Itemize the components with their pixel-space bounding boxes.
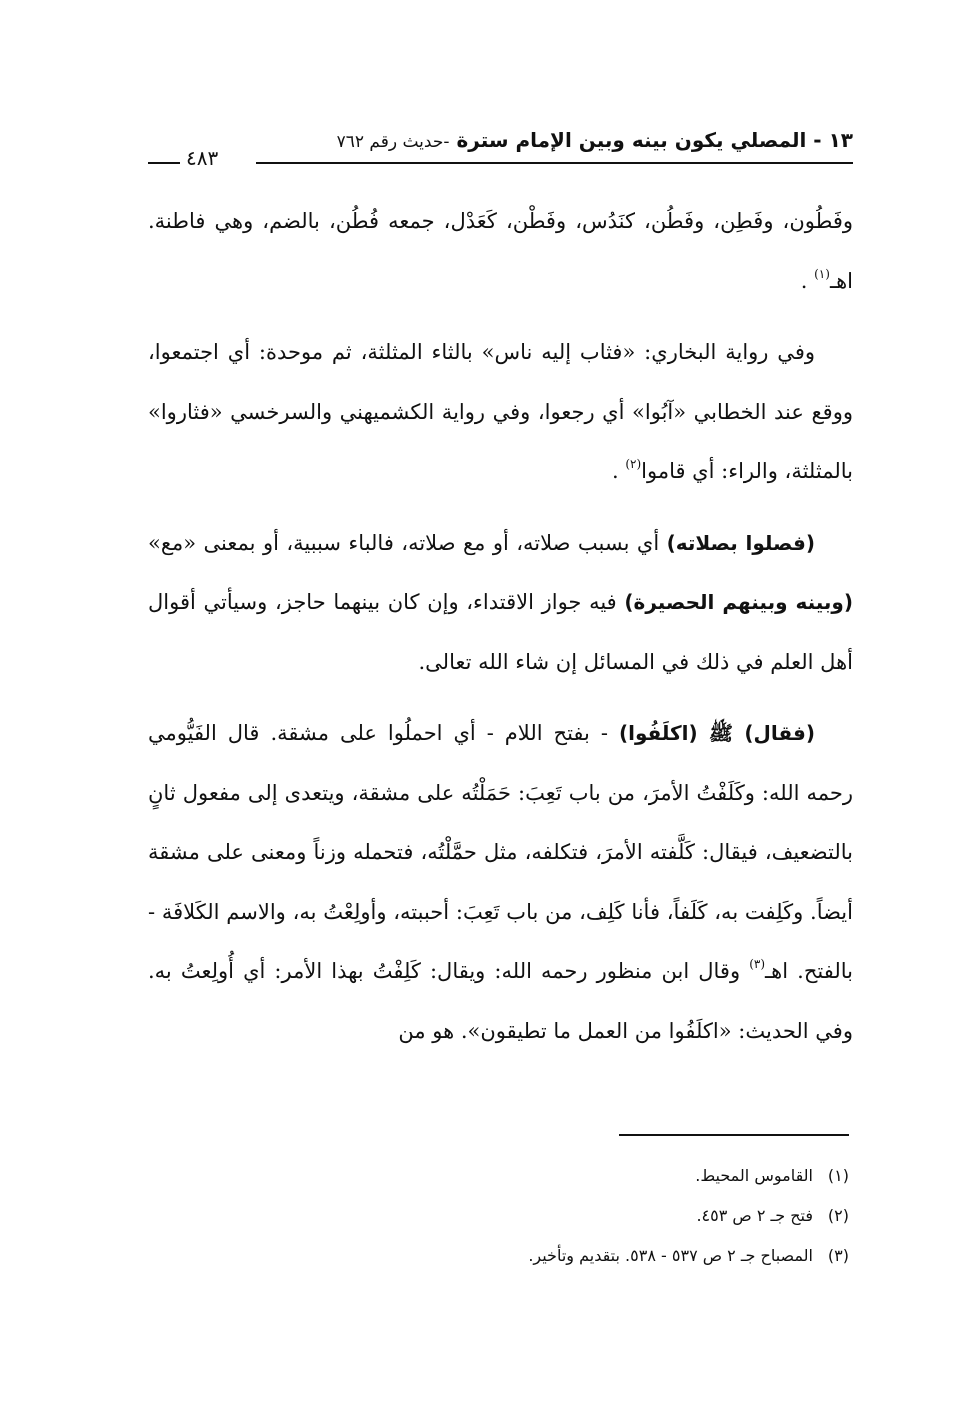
header-rule: [256, 162, 853, 164]
paragraph-2-tail: .: [611, 459, 626, 483]
paragraph-4-text-2: وقال ابن منظور رحمه الله: ويقال: كَلِفْتُ بهذا الأمر: أي أُولِعتُ به. وفي الحديث: «اكلَفُوا من العمل ما تطيقون». هو من: [148, 959, 853, 1043]
footnote-text: المصباح جـ ٢ ص ٥٣٧ - ٥٣٨. بتقديم وتأخير.: [528, 1246, 813, 1265]
footnote-ref-1: (١): [814, 266, 830, 281]
footnote-number: (٣): [827, 1246, 849, 1265]
quoted-phrase-2: (وبينه وبينهم الحصيرة): [624, 590, 853, 614]
body-text: [148, 192, 853, 1073]
footnote-1: [349, 1156, 849, 1196]
chapter-title-text: ١٣ - المصلي يكون بينه وبين الإمام سترة: [456, 128, 853, 152]
footnote-text: القاموس المحيط.: [695, 1166, 813, 1185]
paragraph-3: [148, 514, 853, 693]
chapter-title: [337, 128, 853, 152]
footnote-2: [349, 1196, 849, 1236]
paragraph-4-text-1: - بفتح اللام - أي احملُوا على مشقة. قال الفَيُّومي رحمه الله: وكَلَفْتُ الأمرَ، من باب تَعِبَ: حَمَلْتُه على مشقة، ويتعدى إلى مفعول ثانٍ بالتضعيف، فيقال: كَلَّفته الأمرَ، فتكلفه، مثل حمَّلْتُه، فتحمله وزناً ومعنى على مشقة أيضاً. وكَلِفت به، كَلَفاً، فأنا كَلِف، من باب تَعِبَ: أحببته، وأولِعْتُ به، والاسم الكَلافَة - بالفتح. اهـ: [148, 721, 854, 983]
footnote-ref-2: (٢): [625, 456, 642, 471]
quoted-phrase-1: (فصلوا بصلاته): [666, 530, 815, 555]
paragraph-4: [148, 704, 853, 1061]
footnote-3: [349, 1236, 849, 1276]
footnote-number: (٢): [827, 1206, 849, 1225]
quoted-phrase-3: (فقال) ﷺ (اكلَفُوا): [618, 721, 815, 745]
footnote-number: (١): [827, 1166, 849, 1185]
footnotes: [349, 1156, 849, 1276]
paragraph-3-text-1: أي بسبب صلاته، أو مع صلاته، فالباء سببية، أو بمعنى «مع»: [148, 530, 667, 555]
paragraph-2: [148, 323, 853, 502]
page-number: ٤٨٣: [186, 146, 219, 170]
paragraph-1: [148, 192, 853, 311]
page-number-dash: [148, 162, 180, 164]
footnote-ref-3: (٣): [749, 956, 766, 971]
paragraph-2-text: وفي رواية البخاري: «فثاب إليه ناس» بالثاء المثلثة، ثم موحدة: أي اجتمعوا، ووقع عند الخطابي «آبُوا» أي رجعوا، وفي رواية الكشميهني والسرخسي «فثاروا» بالمثلثة، والراء: أي قاموا: [148, 340, 853, 483]
footnote-text: فتح جـ ٢ ص ٤٥٣.: [696, 1206, 813, 1225]
paragraph-1-tail: .: [800, 268, 815, 293]
paragraph-1-text: وفَطُون، وفَطِن، وفَطُن، كنَدُس، وفَطْن، كَعَدْل، جمعه فُطُن، بالضم، وهي فاطنة. اهـ: [148, 209, 853, 293]
footnote-separator: [619, 1134, 849, 1136]
hadith-reference: -حديث رقم ٧٦٢: [336, 132, 450, 152]
running-header: [148, 128, 853, 178]
paragraph-3-text-2: فيه جواز الاقتداء، وإن كان بينهما حاجز، وسيأتي أقوال أهل العلم في ذلك في المسائل إن شاء الله تعالى.: [148, 590, 853, 674]
